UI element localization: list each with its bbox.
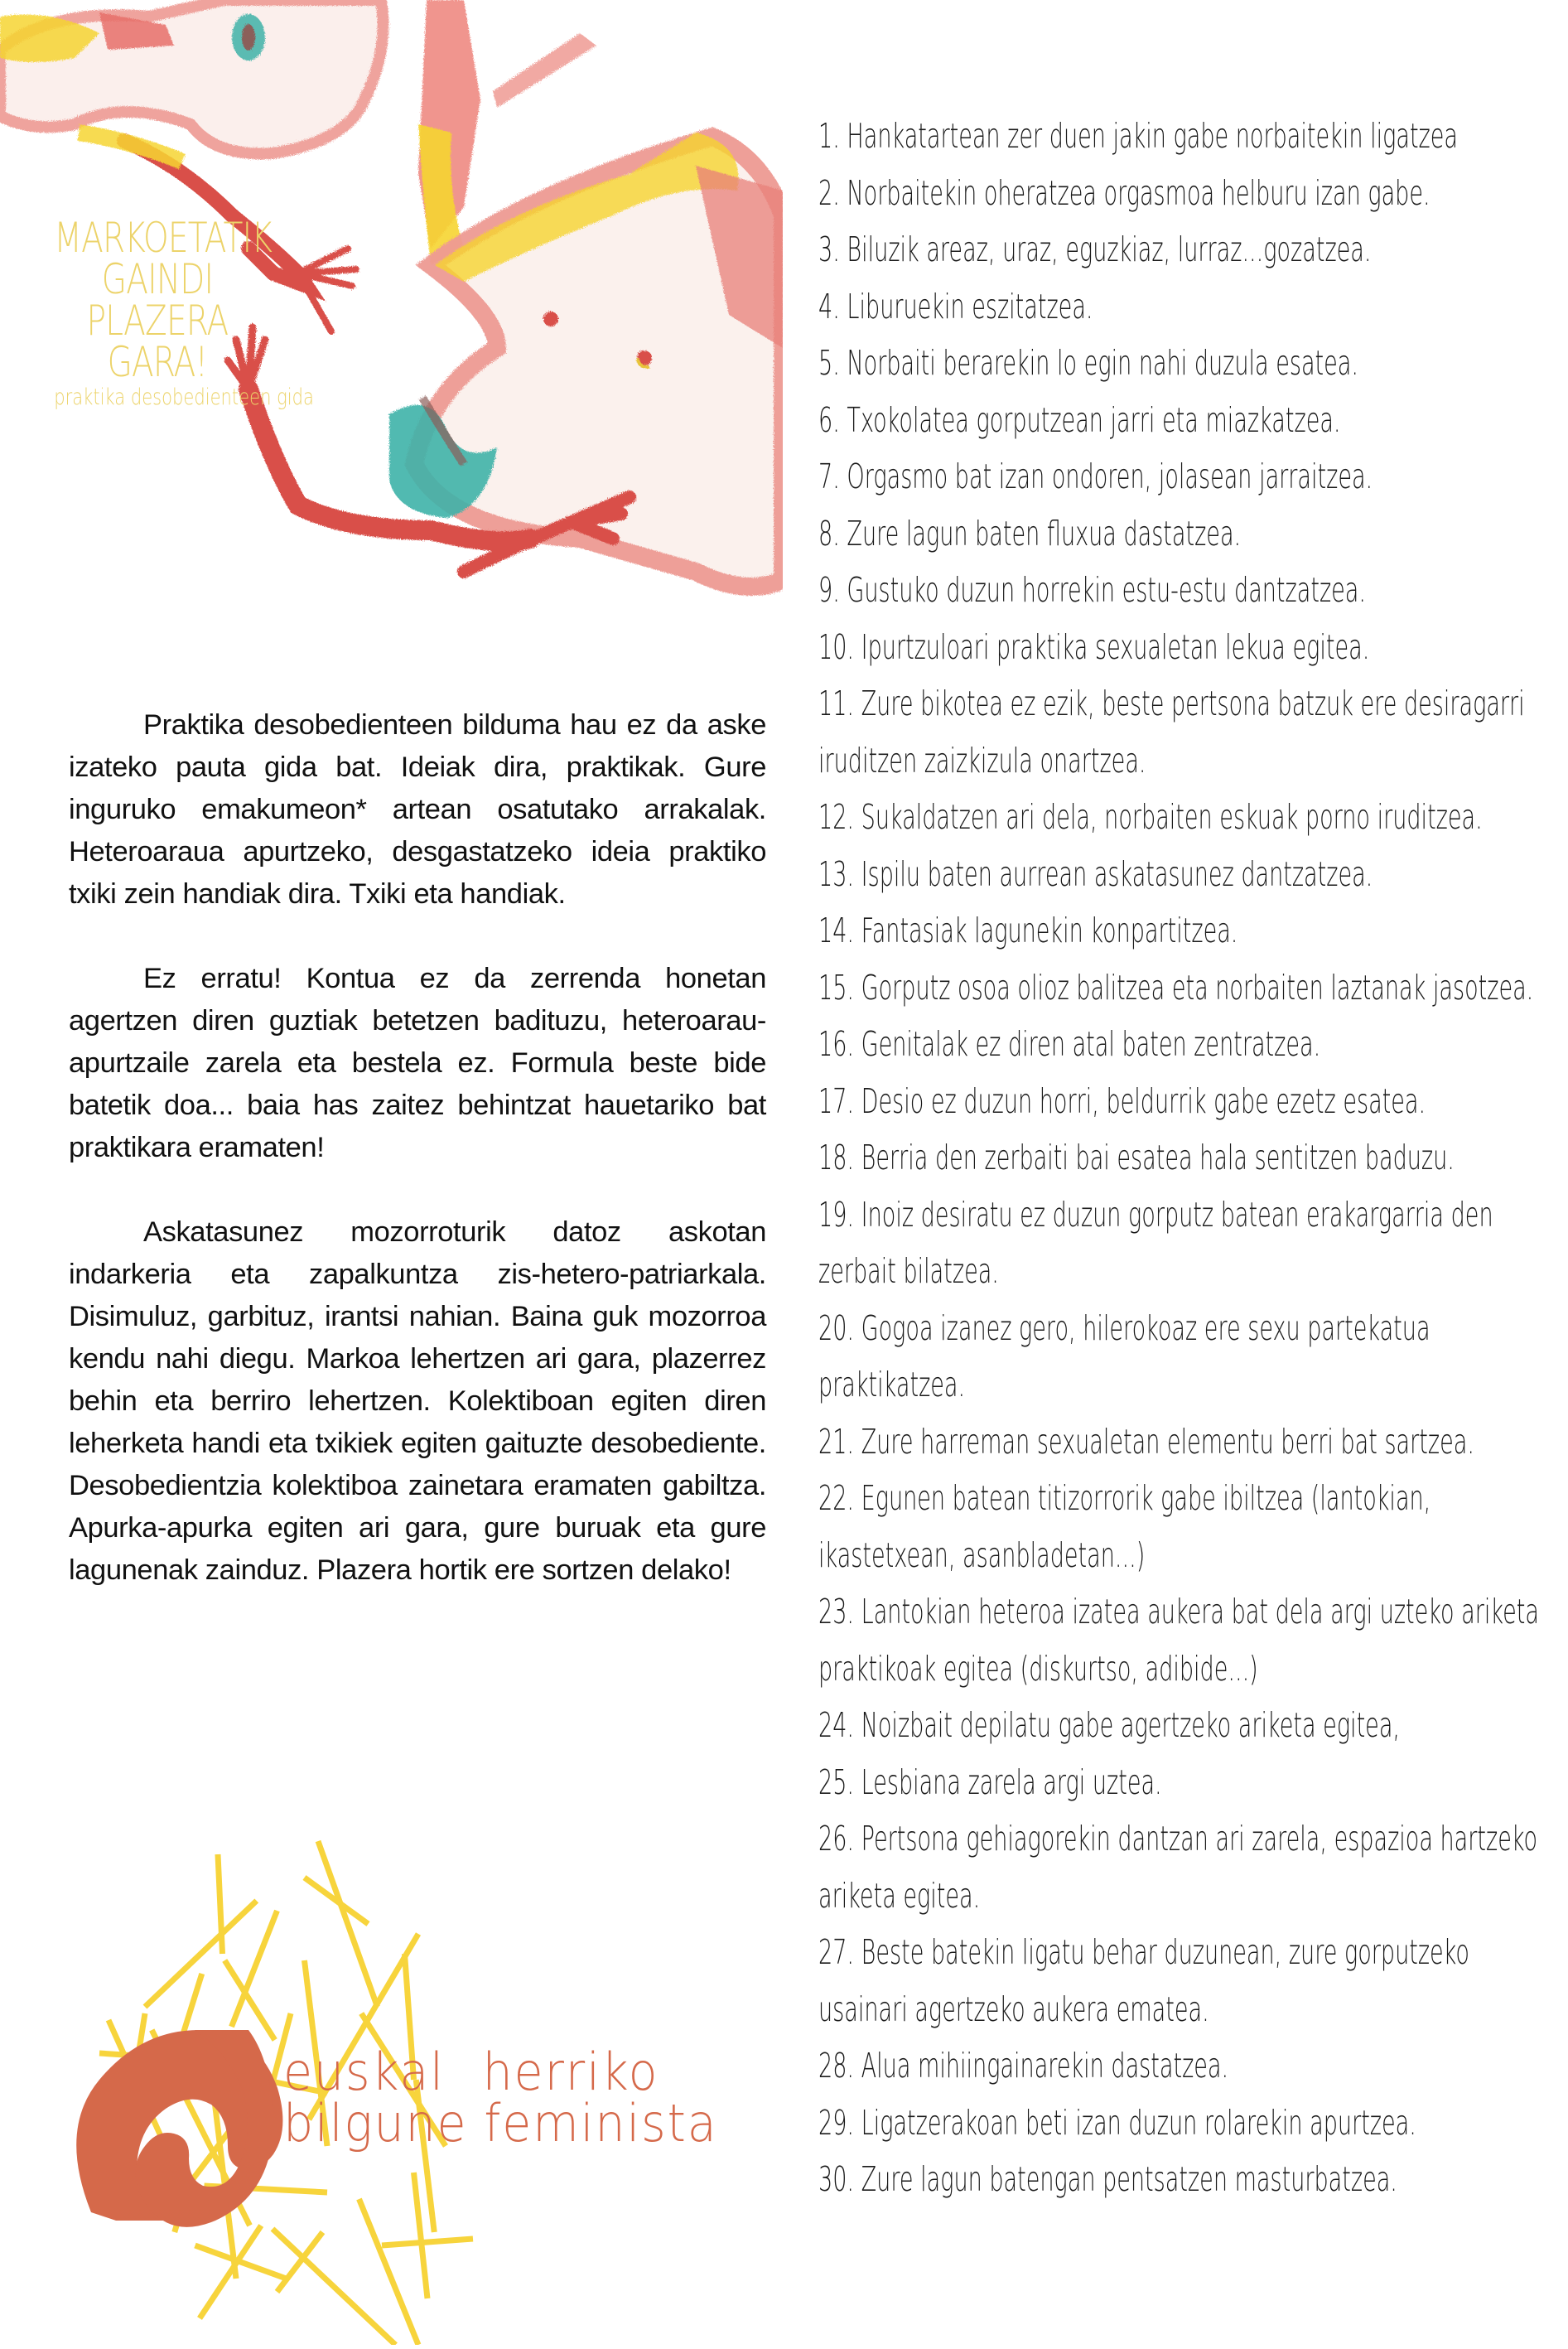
decorative-line [145, 1901, 257, 2007]
practice-item [818, 448, 1547, 505]
practice-item-text: 27. Beste batekin ligatu behar duzunean, zure gorputzeko usainari agertzeko aukera ematea. [818, 1932, 1469, 2029]
practice-item-text: 15. Gorputz osoa olioz balitzea eta norbaiten laztanak jasotzea. [818, 967, 1534, 1008]
decorative-line [224, 1960, 275, 2040]
practice-item [818, 505, 1547, 563]
practice-item-text: 18. Berria den zerbaiti bai esatea hala sentitzen baduzu. [818, 1138, 1455, 1177]
practice-item [818, 2151, 1547, 2208]
practice-item-text: 22. Egunen batean titizorrorik gabe ibiltzea (lantokian, ikastetxean, asanbladetan...) [818, 1478, 1431, 1575]
practice-item-text: 24. Noizbait depilatu gabe agertzeko ariketa egitea, [818, 1705, 1401, 1745]
decorative-line [414, 2173, 428, 2298]
practice-item [818, 619, 1547, 676]
cover-title [54, 214, 314, 411]
practice-item [818, 335, 1547, 392]
practice-item-text: 11. Zure bikotea ez ezik, beste pertsona batzuk ere desiragarri iruditzen zaizkizula onartzea. [818, 684, 1525, 781]
logo-line-2: bilgune feminista [283, 2093, 718, 2153]
swirl-icon [76, 2030, 282, 2227]
practice-item [818, 1583, 1547, 1697]
practices-list [818, 108, 1547, 2208]
practice-item [818, 221, 1547, 278]
practice-item-text: 7. Orgasmo bat izan ondoren, jolasean jarraitzea. [818, 457, 1373, 496]
practice-item-text: 16. Genitalak ez diren atal baten zentratzea. [818, 1024, 1321, 1064]
practice-item [818, 2095, 1547, 2152]
practice-item [818, 1697, 1547, 1754]
practice-item [818, 1924, 1547, 2037]
practice-item [818, 108, 1547, 165]
practice-item [818, 846, 1547, 903]
practice-item-text: 28. Alua mihiingainarekin dastatzea. [818, 2046, 1229, 2086]
practice-item-text: 29. Ligatzerakoan beti izan duzun rolarekin apurtzea. [818, 2102, 1416, 2143]
practice-item-text: 1. Hankatartean zer duen jakin gabe norbaitekin ligatzea [818, 116, 1458, 156]
intro-paragraph: Askatasunez mozorroturik datoz askotan indarkeria eta zapalkuntza zis-hetero-patriarkala. Disimuluz, garbituz, irantsi nahian. Baina guk mozorroa kendu nahi diegu. Markoa lehertzen ari gara, plazerrez behin eta berriro lehertzen. Kolektiboan egiten diren leherketa handi eta txikiek egiten gaituzte desobediente. Desobedientzia kolektiboa zainetara eramaten gabiltza. Apurka-apurka egiten ari gara, gure buruak eta gure lagunenak zainduz. Plazera hortik ere sortzen delako! [69, 1216, 766, 1586]
practice-item [818, 278, 1547, 336]
practice-item-text: 20. Gogoa izanez gero, hilerokoaz ere sexu partekatua praktikatzea. [818, 1307, 1430, 1404]
practice-item-text: 17. Desio ez duzun horri, beldurrik gabe ezetz esatea. [818, 1080, 1426, 1121]
practice-item [818, 562, 1547, 619]
practice-item [818, 1470, 1547, 1583]
decorative-line [382, 2239, 473, 2245]
cover-title-line-2: GAINDI [101, 255, 214, 303]
practice-item-text: 25. Lesbiana zarela argi uztea. [818, 1762, 1162, 1802]
practice-item [818, 675, 1547, 789]
practice-item-text: 3. Biluzik areaz, uraz, eguzkiaz, lurraz...gozatzea. [818, 230, 1372, 269]
practice-item [818, 789, 1547, 846]
intro-paragraph: Praktika desobedienteen bilduma hau ez da aske izateko pauta gida bat. Ideiak dira, praktikak. Gure inguruko emakumeon* artean osatutako arrakalak. Heteroaraua apurtzeko, desgastatzeko ideia praktiko txiki zein handiak dira. Txiki eta handiak. [69, 709, 766, 910]
practice-item [818, 2037, 1547, 2095]
practice-item [818, 1187, 1547, 1300]
practice-item [818, 1016, 1547, 1073]
practice-item-text: 26. Pertsona gehiagorekin dantzan ari zarela, espazioa hartzeko ariketa egitea. [818, 1819, 1538, 1916]
practice-item-text: 5. Norbaiti berarekin lo egin nahi duzula esatea. [818, 343, 1358, 383]
intro-text [69, 704, 766, 1634]
practice-item-text: 21. Zure harreman sexualetan elementu berri bat sartzea. [818, 1421, 1474, 1462]
practice-item-text: 19. Inoiz desiratu ez duzun gorputz batean erakargarria den zerbait bilatzea. [818, 1194, 1493, 1291]
decorative-line [195, 2245, 287, 2279]
decorative-line [359, 2199, 419, 2345]
practice-item-text: 10. Ipurtzuloari praktika sexualetan lekua egitea. [818, 626, 1370, 667]
practice-item [818, 165, 1547, 222]
cover-title-line-3: PLAZERA GARA! [86, 297, 229, 386]
practice-item-text: 30. Zure lagun batengan pentsatzen masturbatzea. [818, 2159, 1397, 2199]
practice-item [818, 1300, 1547, 1414]
practice-item [818, 1754, 1547, 1811]
intro-paragraph: Ez erratu! Kontua ez da zerrenda honetan agertzen diren guztiak betetzen badituzu, heteroarau-apurtzaile zarela eta bestela ez. Formula beste bide batetik doa... baia has zaitez behintzat hauetariko bat praktikara eramaten! [69, 963, 766, 1163]
practice-item [818, 902, 1547, 959]
practice-item-text: 12. Sukaldatzen ari dela, norbaiten eskuak porno iruditzea. [818, 797, 1483, 837]
practice-item [818, 1129, 1547, 1187]
decorative-line [318, 1841, 378, 2007]
cover-subtitle: praktika desobedienteen gida [54, 384, 314, 410]
practice-item-text: 2. Norbaitekin oheratzea orgasmoa helburu izan gabe. [818, 172, 1430, 213]
practice-item [818, 1414, 1547, 1471]
practice-item-text: 23. Lantokian heteroa izatea aukera bat dela argi uzteko ariketa praktikoak egitea (diskurtso, adibide...) [818, 1592, 1539, 1689]
practice-item [818, 1810, 1547, 1924]
logo-line-1: euskal herriko [283, 2042, 659, 2102]
practice-item-text: 6. Txokolatea gorputzean jarri eta miazkatzea. [818, 399, 1341, 440]
practice-item-text: 4. Liburuekin eszitatzea. [818, 286, 1093, 326]
practice-item [818, 959, 1547, 1017]
practice-item-text: 9. Gustuko duzun horrekin estu-estu dantzatzea. [818, 570, 1366, 610]
logo-wordmark [283, 2042, 718, 2153]
cover-title-line-1: MARKOETATIK [54, 214, 273, 262]
practice-item [818, 392, 1547, 449]
practice-item [818, 1073, 1547, 1130]
practice-item-text: 13. Ispilu baten aurrean askatasunez dantzatzea. [818, 853, 1373, 894]
practice-item-text: 14. Fantasiak lagunekin konpartitzea. [818, 911, 1238, 950]
practice-item-text: 8. Zure lagun baten fluxua dastatzea. [818, 513, 1242, 553]
